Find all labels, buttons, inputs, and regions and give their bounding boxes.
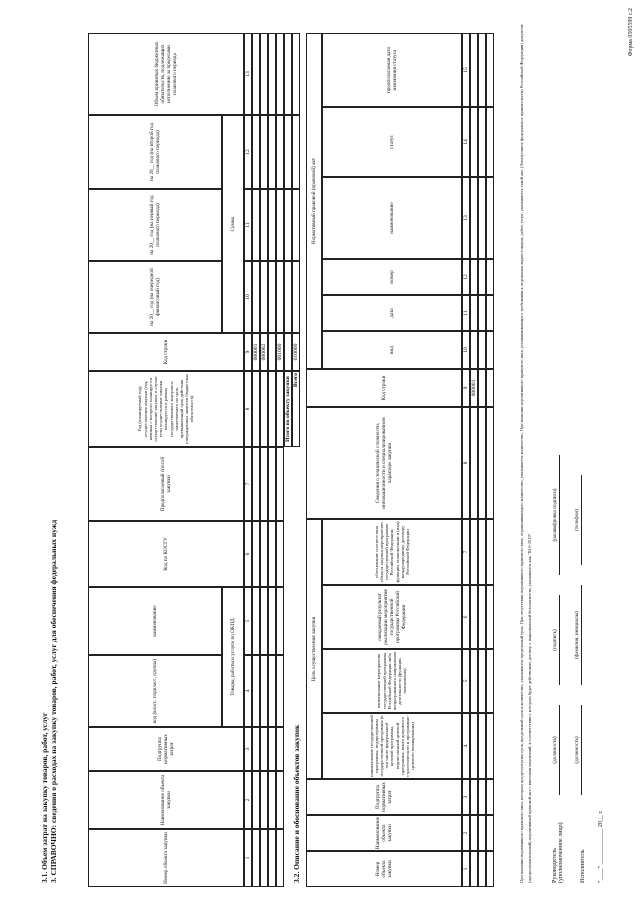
t32-col-number: 8 xyxy=(462,407,470,519)
t31-row-cell xyxy=(260,829,268,887)
t32-row-cell xyxy=(478,33,486,107)
t31-row-cell xyxy=(260,727,268,771)
t31-row-cell xyxy=(260,371,268,447)
t31-row-cell xyxy=(276,727,284,771)
t31-h-sum-p2: на 20__ год (на второй год планового периода) xyxy=(88,115,222,189)
t32-row-cell xyxy=(470,519,478,585)
t31-row-cell xyxy=(260,261,268,333)
t32-row-cell xyxy=(486,107,494,177)
t31-row-cell xyxy=(260,447,268,521)
t32-row-cell xyxy=(486,33,494,107)
t31-total-obj-cell xyxy=(284,115,292,189)
t31-row-cell xyxy=(268,447,276,521)
footnote: При наличии нормативного правового акта, которым предусмотрены срок, предельный срок и количество, указывается предельный срок. При отсутствии нормативного правового акта, ограничивающего количество, указывается количество. При наличии нормативного правового акта, устанавливающего требования к отдельным видам товаров, работ, услуг, указывается такой акт. (Электронное федеральное правительство Российской Федерации) документ. xyxy=(519,23,524,883)
t32-row-cell xyxy=(470,851,478,887)
t32-row-cell xyxy=(478,369,486,407)
t32-row-cell xyxy=(470,649,478,713)
t31-row-cell: 000002 xyxy=(260,333,268,371)
t31-row-cell xyxy=(276,371,284,447)
t31-row-cell xyxy=(252,587,260,655)
t31-row-cell xyxy=(260,33,268,115)
t31-row-cell xyxy=(276,189,284,261)
t31-row-cell xyxy=(268,371,276,447)
head-decode-caption: (расшифровка подписи) xyxy=(552,488,558,542)
t31-row-cell xyxy=(276,587,284,655)
t32-row-cell xyxy=(470,585,478,649)
t31-row-cell xyxy=(252,33,260,115)
t32-h-goal-program: наименование государственной программы, подпрограммы государственной программы (в том числе федеральной целевой программы, ведомственной целевой программы, иного документа стратегического и программно-целевого планирования) xyxy=(322,713,462,779)
t32-col-number: 14 xyxy=(462,107,470,177)
t32-row-cell xyxy=(486,713,494,779)
t32-row-cell xyxy=(470,259,478,295)
t31-total-all-cell xyxy=(292,189,300,261)
t32-row-cell xyxy=(486,779,494,815)
t31-row-cell xyxy=(260,189,268,261)
t32-col-number: 6 xyxy=(462,585,470,649)
t32-h-goal-event: наименование мероприятия государственной программы Российской Федерации либо непрограммного направления деятельности (функции, полномочия) xyxy=(322,649,462,713)
t32-col-number: 5 xyxy=(462,649,470,713)
t32-row-cell: 000001 xyxy=(470,369,478,407)
t31-row-cell xyxy=(252,829,260,887)
t32-col-number: 2 xyxy=(462,815,470,851)
t31-total-obj-cell xyxy=(284,261,292,333)
t32-col-number: 7 xyxy=(462,519,470,585)
t32-col-number: 11 xyxy=(462,295,470,331)
t32-row-cell xyxy=(486,407,494,519)
t32-row-cell xyxy=(470,779,478,815)
t31-h-okpd-group: Товары, работы и услуги по ОКПД xyxy=(222,587,244,727)
t31-row-cell xyxy=(252,115,260,189)
exec-phone-line xyxy=(581,475,582,565)
t32-h-goal-justification: обоснование соответствия объекта закупки мероприятию государственной программы Российской Федерации, функции, полномочиям и (или) международному договору Российской Федерации xyxy=(322,519,462,585)
t31-row-cell xyxy=(268,189,276,261)
t31-row-cell xyxy=(268,33,276,115)
t32-row-cell xyxy=(486,815,494,851)
t32-h-subgroup: Подгруппа нормативных затрат xyxy=(306,779,462,815)
t31-row-cell xyxy=(276,829,284,887)
t32-row-cell xyxy=(478,407,486,519)
t32-h-obj-name: Наименование объекта закупки xyxy=(306,815,462,851)
t32-h-tech-info: Сведения о технической сложности, инновационности и специализированном характере закупки xyxy=(306,407,462,519)
t32-row-cell xyxy=(478,519,486,585)
form-label: Форма 0505599 с.2 xyxy=(628,8,634,57)
t31-row-cell xyxy=(268,115,276,189)
t31-row-cell xyxy=(252,261,260,333)
t31-row-cell xyxy=(260,655,268,727)
t32-row-cell xyxy=(470,295,478,331)
t31-col-number: 12 xyxy=(244,115,252,189)
t31-row-cell xyxy=(276,521,284,587)
t32-row-cell xyxy=(470,407,478,519)
t31-col-number: 13 xyxy=(244,33,252,115)
t32-col-number: 4 xyxy=(462,713,470,779)
t31-row-cell xyxy=(268,333,276,371)
t32-row-cell xyxy=(470,107,478,177)
t32-row-cell xyxy=(470,33,478,107)
t31-row-cell xyxy=(276,33,284,115)
t32-h-npa-type: вид xyxy=(322,331,462,369)
t32-col-number: 1 xyxy=(462,851,470,887)
t31-total-all-label: Всего xyxy=(292,371,300,447)
t32-row-cell xyxy=(478,851,486,887)
t32-col-number: 12 xyxy=(462,259,470,295)
t31-row-cell xyxy=(260,771,268,829)
t32-row-cell xyxy=(478,585,486,649)
t31-row-cell xyxy=(252,521,260,587)
exec-fio-caption: (фамилия, инициалы) xyxy=(574,611,580,659)
t31-total-obj-label: Итого по объекту закупки xyxy=(284,371,292,447)
t31-h-okpd-name: наименование xyxy=(88,587,222,655)
head-signature-line xyxy=(559,595,560,685)
t31-col-number: 4 xyxy=(244,655,252,727)
t32-h-npa-status: статус xyxy=(322,107,462,177)
t32-row-cell xyxy=(478,259,486,295)
executor-label: Исполнитель xyxy=(580,849,586,883)
t32-row-cell xyxy=(486,851,494,887)
t31-total-all-cell xyxy=(292,115,300,189)
t31-h-obj-name: Наименование объекта закупки xyxy=(88,771,244,829)
head-decode-line xyxy=(559,455,560,575)
t32-col-number: 15 xyxy=(462,33,470,107)
t31-row-cell xyxy=(268,261,276,333)
t32-row-cell xyxy=(478,815,486,851)
t31-col-number: 2 xyxy=(244,771,252,829)
exec-phone-caption: (телефон) xyxy=(574,509,580,531)
t32-h-goal-group: Цель осуществления закупки xyxy=(306,519,322,779)
t32-col-number: 13 xyxy=(462,177,470,259)
t31-total-obj-cell xyxy=(284,33,292,115)
t32-row-cell xyxy=(486,259,494,295)
t32-col-number: 10 xyxy=(462,331,470,369)
t32-h-npa-date: дата xyxy=(322,295,462,331)
t31-row-cell xyxy=(276,447,284,521)
t31-row-cell xyxy=(252,371,260,447)
t31-h-purchase-method: Предполагаемый способ закупки xyxy=(88,447,244,521)
t31-row-cell xyxy=(260,587,268,655)
t31-row-cell xyxy=(260,521,268,587)
t31-col-number: 9 xyxy=(244,333,252,371)
t32-row-cell xyxy=(478,107,486,177)
t31-row-cell xyxy=(252,727,260,771)
t31-total-all-cell xyxy=(292,261,300,333)
t32-row-cell xyxy=(486,369,494,407)
head-label: Руководитель (уполномоченное лицо) xyxy=(552,822,564,883)
t31-row-cell xyxy=(276,771,284,829)
t32-col-number: 3 xyxy=(462,779,470,815)
t32-row-cell xyxy=(470,815,478,851)
t31-total-obj-cell xyxy=(284,189,292,261)
t31-row-cell xyxy=(252,447,260,521)
t32-row-cell xyxy=(486,177,494,259)
t32-h-npa-number: номер xyxy=(322,259,462,295)
t31-col-number: 1 xyxy=(244,829,252,887)
t32-row-cell xyxy=(470,713,478,779)
t31-total-obj-code xyxy=(284,333,292,371)
t31-row-cell xyxy=(252,655,260,727)
section31-title: 3.1. Объем затрат на закупку товаров, работ, услуг xyxy=(40,712,49,883)
t32-row-cell xyxy=(478,713,486,779)
t31-row-cell xyxy=(268,655,276,727)
date-line: "____" ____________ 20__ г. xyxy=(598,810,604,883)
t31-row-cell xyxy=(276,655,284,727)
t32-row-cell xyxy=(478,295,486,331)
t31-h-limits: Объем принятых бюджетных обязательств, подлежащих исполнению за пределами планового периода xyxy=(88,33,244,115)
t32-row-cell xyxy=(478,779,486,815)
t31-row-cell xyxy=(252,771,260,829)
t32-row-cell xyxy=(486,585,494,649)
t31-h-subgroup: Подгруппа нормативных затрат xyxy=(88,727,244,771)
t32-h-obj-number: Номер объекта закупки xyxy=(306,851,462,887)
head-position-caption: (должность) xyxy=(552,736,558,764)
t31-total-all-cell xyxy=(292,33,300,115)
t32-row-cell xyxy=(486,519,494,585)
t31-row-cell xyxy=(268,587,276,655)
t31-h-sum-cur: на 20__ год (на очередной финансовый год) xyxy=(88,261,222,333)
t31-col-number: 8 xyxy=(244,371,252,447)
t32-h-goal-result: ожидаемый результат реализации мероприятия государственной программы Российской Федерации xyxy=(322,585,462,649)
t31-h-sum-group: Сумма xyxy=(222,115,244,333)
t32-row-cell xyxy=(470,331,478,369)
footnote-2: (предположительный) нормативный правовой акт о внесении изменений, в соответствии с которым будет действовать договор о национальной безопасности, указывается как "Ю.0-2019". xyxy=(527,532,532,883)
exec-position-line xyxy=(581,705,582,795)
t31-row-cell: 001000 xyxy=(276,333,284,371)
t31-row-cell xyxy=(268,521,276,587)
t31-row-cell xyxy=(276,261,284,333)
t31-col-number: 11 xyxy=(244,189,252,261)
t31-row-cell xyxy=(268,829,276,887)
t31-col-number: 7 xyxy=(244,447,252,521)
t31-h-line-code: Код строки xyxy=(88,333,244,371)
t32-row-cell xyxy=(478,331,486,369)
head-signature-caption: (подпись) xyxy=(552,629,558,651)
t32-row-cell xyxy=(470,177,478,259)
t31-row-cell xyxy=(268,771,276,829)
t32-h-line-code: Код строки xyxy=(306,369,462,407)
t31-total-all-code: 010000 xyxy=(292,333,300,371)
t31-h-okpd-code: код (класс, подкласс, группа) xyxy=(88,655,222,727)
t32-row-cell xyxy=(486,649,494,713)
t32-col-number: 9 xyxy=(462,369,470,407)
t32-h-npa-group: Нормативный правовой (правовой) акт xyxy=(306,33,322,369)
t31-h-sum-p1: на 20__ год (на первый год планового периода) xyxy=(88,189,222,261)
t32-row-cell xyxy=(478,649,486,713)
t32-h-npa-name: наименование xyxy=(322,177,462,259)
t32-row-cell xyxy=(486,331,494,369)
t31-row-cell xyxy=(260,115,268,189)
exec-fio-line xyxy=(581,585,582,685)
t31-col-number: 5 xyxy=(244,587,252,655)
t31-row-cell: 000001 xyxy=(252,333,260,371)
t31-col-number: 6 xyxy=(244,521,252,587)
t31-row-cell xyxy=(252,189,260,261)
section32-title: 3.2. Описание и обоснование объектов закупок xyxy=(292,724,301,883)
t32-row-cell xyxy=(486,295,494,331)
t31-h-year: Год (планируемый год) осуществления закупки (год, начиная с которого планируется осуществление закупки, в случае если осуществление закупки планируется в рамках государственного контракта, заключаемого на срок, превышающий срок действия утвержденных лимитов бюджетных обязательств) xyxy=(88,371,244,447)
t31-h-kosgu: Код по КОСГУ xyxy=(88,521,244,587)
head-position-line xyxy=(559,705,560,795)
exec-position-caption: (должность) xyxy=(574,736,580,764)
section3-title: 3. СПРАВОЧНО: сведения о расходах на закупку товаров, работ, услуг для обеспечения федеральных нужд xyxy=(49,519,58,883)
t31-col-number: 10 xyxy=(244,261,252,333)
t31-col-number: 3 xyxy=(244,727,252,771)
t32-row-cell xyxy=(478,177,486,259)
t31-h-obj-number: Номер объекта закупки xyxy=(88,829,244,887)
t31-row-cell xyxy=(268,727,276,771)
t32-h-npa-date-status: предполагаемая дата изменения статуса xyxy=(322,33,462,107)
t31-row-cell xyxy=(276,115,284,189)
